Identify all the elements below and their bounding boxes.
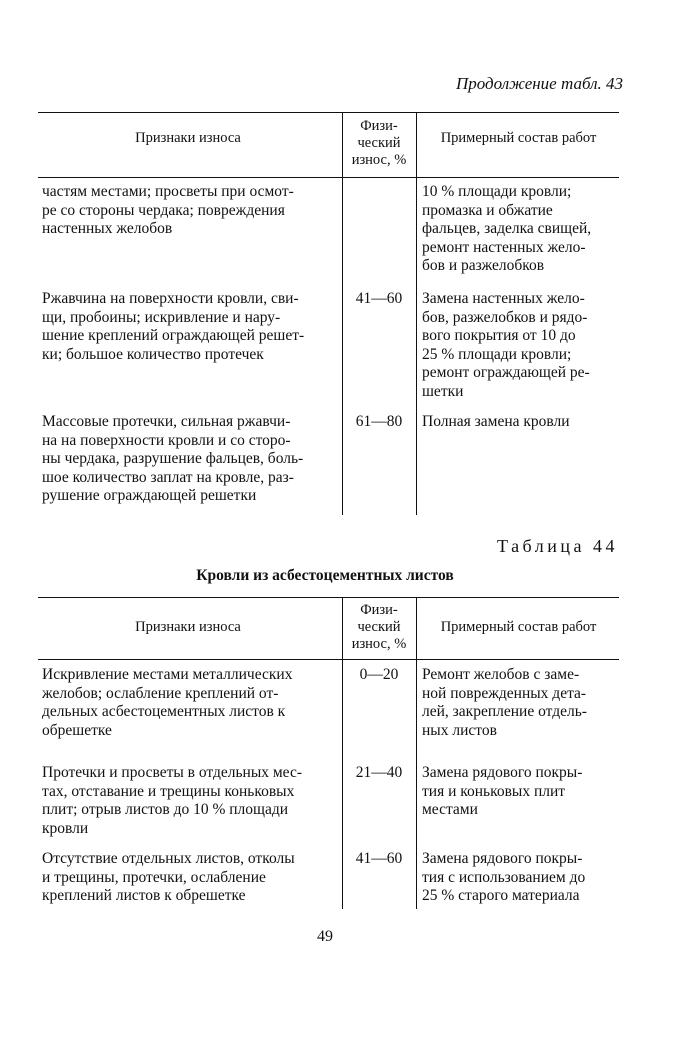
table-44-row-1-wear: 0—20 [359, 666, 399, 683]
table-44-top-rule [38, 597, 619, 598]
table-43-col-divider-2 [416, 112, 417, 515]
table-44-row-1-signs: Искривление местами металлических желобов; ослабление креплений от- дельных асбестоцементных листов к обрешетке [42, 666, 293, 739]
table-43-row-3-signs: Массовые протечки, сильная ржавчи- на на поверхности кровли и со сторо- ны чердака, разрушение фальцев, боль- шое количество заплат на кровле, раз- рушение ограждающей решетки [42, 413, 304, 505]
table-43-row-2-wear: 41—60 [355, 290, 403, 307]
table-44-header-rule [38, 659, 619, 660]
table-44-col-divider-2 [416, 597, 417, 909]
table-44-row-3-wear: 41—60 [355, 850, 403, 867]
page-number: 49 [317, 928, 333, 945]
table-43-header-rule [38, 177, 619, 178]
table-43-row-1-works: 10 % площади кровли; промазка и обжатие фальцев, заделка свищей, ремонт настенных жело- бов и разжелобков [422, 183, 592, 275]
table-44-row-3-signs: Отсутствие отдельных листов, отколы и трещины, протечки, ослабление креплений листов к обрешетке [42, 850, 295, 905]
table-43-top-rule [38, 112, 619, 113]
table-44-header-works: Примерный состав работ [440, 619, 597, 635]
table-43-header-signs: Признаки износа [135, 130, 241, 146]
table-44-row-2-signs: Протечки и просветы в отдельных мес- тах, отставание и трещины коньковых плит; отрыв листов до 10 % площади кровли [42, 764, 302, 837]
table-43-row-2-works: Замена настенных жело- бов, разжелобков и рядо- вого покрытия от 10 до 25 % площади кровли; ремонт ограждающей ре- шетки [422, 290, 590, 400]
table-44-row-2-works: Замена рядового покры- тия и коньковых плит местами [422, 764, 583, 819]
table-44-label: Таблица 44 [497, 536, 618, 556]
table-44-row-1-works: Ремонт желобов с заме- ной поврежденных дета- лей, закрепление отдель- ных листов [422, 666, 587, 739]
table-44-row-2-wear: 21—40 [355, 764, 403, 781]
table-43-row-3-works: Полная замена кровли [422, 413, 570, 430]
table-43-row-3-wear: 61—80 [355, 413, 403, 430]
table-43-col-divider-1 [342, 112, 343, 515]
table-44-header-signs: Признаки износа [135, 619, 241, 635]
table-44-caption: Кровли из асбестоцементных листов [196, 567, 454, 584]
table-43-row-2-signs: Ржавчина на поверхности кровли, сви- щи, пробоины; искривление и нару- шение креплений ограждающей решет- ки; большое количество протечек [42, 290, 305, 363]
table-43-row-1-signs: частям местами; просветы при осмот- ре со стороны чердака; повреждения настенных желобов [42, 183, 294, 238]
table-43-header-works: Примерный состав работ [440, 130, 597, 146]
table-44-row-3-works: Замена рядового покры- тия с использованием до 25 % старого материала [422, 850, 586, 905]
table-43-header-wear: Физи- ческий износ, % [351, 118, 407, 168]
table-44-header-wear: Физи- ческий износ, % [351, 602, 407, 652]
table-continuation-title: Продолжение табл. 43 [455, 74, 623, 93]
